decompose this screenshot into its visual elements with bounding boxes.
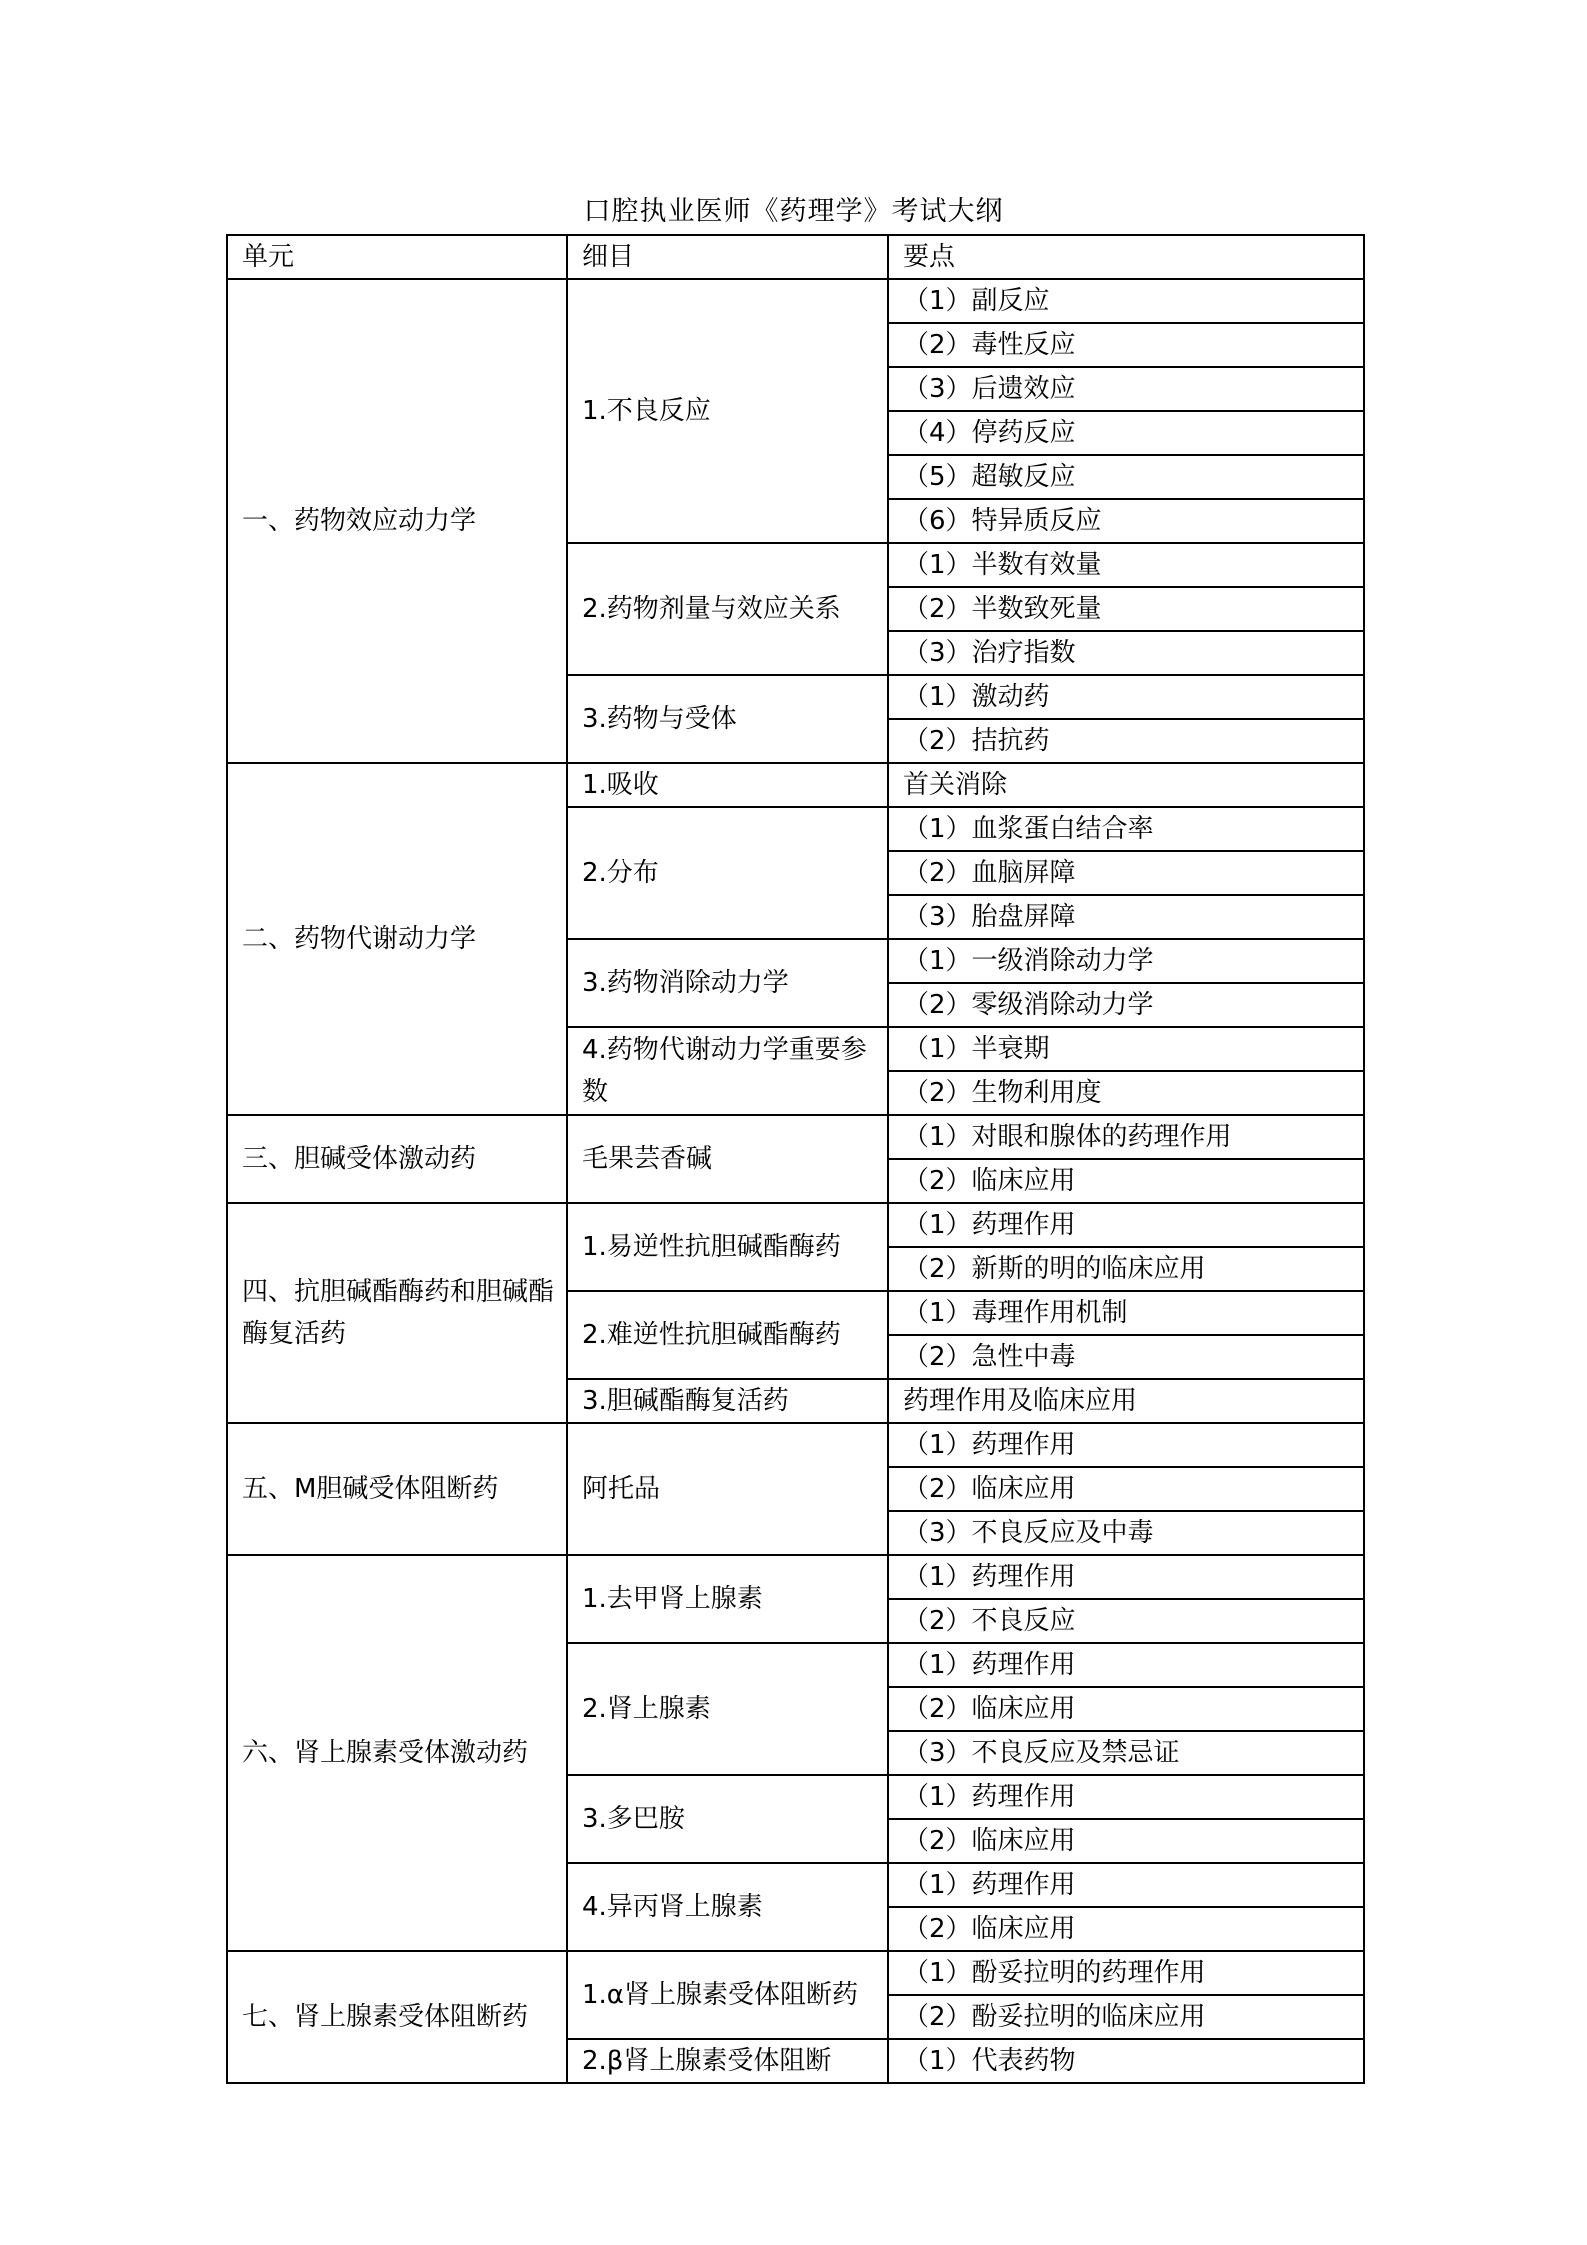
point-cell: （1）药理作用 [888, 1555, 1364, 1599]
syllabus-table [226, 234, 1365, 2084]
item-cell: 4.异丙肾上腺素 [567, 1863, 888, 1951]
point-cell: （1）半数有效量 [888, 543, 1364, 587]
point-cell: （2）临床应用 [888, 1159, 1364, 1203]
point-cell: （1）半衰期 [888, 1027, 1364, 1071]
point-cell: （2）不良反应 [888, 1599, 1364, 1643]
point-cell: （6）特异质反应 [888, 499, 1364, 543]
point-cell: （2）酚妥拉明的临床应用 [888, 1995, 1364, 2039]
point-cell: （5）超敏反应 [888, 455, 1364, 499]
item-cell: 1.吸收 [567, 763, 888, 807]
unit-cell: 六、肾上腺素受体激动药 [227, 1555, 567, 1951]
table-row [227, 1115, 1364, 1159]
point-cell: （1）对眼和腺体的药理作用 [888, 1115, 1364, 1159]
point-cell: （2）零级消除动力学 [888, 983, 1364, 1027]
point-cell: （2）临床应用 [888, 1687, 1364, 1731]
point-cell: （2）临床应用 [888, 1907, 1364, 1951]
point-cell: （1）酚妥拉明的药理作用 [888, 1951, 1364, 1995]
item-cell: 2.分布 [567, 807, 888, 939]
item-cell: 1.去甲肾上腺素 [567, 1555, 888, 1643]
table-row [227, 1951, 1364, 1995]
point-cell: 首关消除 [888, 763, 1364, 807]
point-cell: （2）临床应用 [888, 1467, 1364, 1511]
point-cell: （2）新斯的明的临床应用 [888, 1247, 1364, 1291]
item-cell: 3.药物消除动力学 [567, 939, 888, 1027]
unit-cell: 五、M胆碱受体阻断药 [227, 1423, 567, 1555]
item-cell: 3.多巴胺 [567, 1775, 888, 1863]
point-cell: （1）毒理作用机制 [888, 1291, 1364, 1335]
point-cell: （1）激动药 [888, 675, 1364, 719]
unit-cell: 二、药物代谢动力学 [227, 763, 567, 1115]
point-cell: （1）药理作用 [888, 1203, 1364, 1247]
point-cell: （1）药理作用 [888, 1775, 1364, 1819]
point-cell: （2）生物利用度 [888, 1071, 1364, 1115]
item-cell: 2.难逆性抗胆碱酯酶药 [567, 1291, 888, 1379]
point-cell: （3）不良反应及禁忌证 [888, 1731, 1364, 1775]
item-cell: 2.β肾上腺素受体阻断 [567, 2039, 888, 2083]
unit-cell: 三、胆碱受体激动药 [227, 1115, 567, 1203]
point-cell: （3）胎盘屏障 [888, 895, 1364, 939]
item-cell: 3.胆碱酯酶复活药 [567, 1379, 888, 1423]
item-cell: 3.药物与受体 [567, 675, 888, 763]
point-cell: （1）药理作用 [888, 1643, 1364, 1687]
point-cell: （2）血脑屏障 [888, 851, 1364, 895]
point-cell: （1）药理作用 [888, 1863, 1364, 1907]
table-row [227, 763, 1364, 807]
point-cell: （3）后遗效应 [888, 367, 1364, 411]
header-item: 细目 [567, 235, 888, 279]
document-title: 口腔执业医师《药理学》考试大纲 [583, 196, 1004, 227]
point-cell: （3）治疗指数 [888, 631, 1364, 675]
point-cell: （4）停药反应 [888, 411, 1364, 455]
point-cell: （1）副反应 [888, 279, 1364, 323]
header-points: 要点 [888, 235, 1364, 279]
point-cell: （2）急性中毒 [888, 1335, 1364, 1379]
item-cell: 毛果芸香碱 [567, 1115, 888, 1203]
item-cell: 1.易逆性抗胆碱酯酶药 [567, 1203, 888, 1291]
item-cell: 1.不良反应 [567, 279, 888, 543]
item-cell: 阿托品 [567, 1423, 888, 1555]
point-cell: （2）半数致死量 [888, 587, 1364, 631]
table-row [227, 1423, 1364, 1467]
point-cell: （1）代表药物 [888, 2039, 1364, 2083]
table-row [227, 1203, 1364, 1247]
point-cell: （1）血浆蛋白结合率 [888, 807, 1364, 851]
table-row [227, 1555, 1364, 1599]
point-cell: （1）一级消除动力学 [888, 939, 1364, 983]
header-unit: 单元 [227, 235, 567, 279]
point-cell: 药理作用及临床应用 [888, 1379, 1364, 1423]
item-cell: 1.α肾上腺素受体阻断药 [567, 1951, 888, 2039]
table-header-row [227, 235, 1364, 279]
point-cell: （2）拮抗药 [888, 719, 1364, 763]
table-row [227, 279, 1364, 323]
item-cell: 4.药物代谢动力学重要参数 [567, 1027, 888, 1115]
point-cell: （2）临床应用 [888, 1819, 1364, 1863]
point-cell: （3）不良反应及中毒 [888, 1511, 1364, 1555]
item-cell: 2.药物剂量与效应关系 [567, 543, 888, 675]
unit-cell: 七、肾上腺素受体阻断药 [227, 1951, 567, 2083]
item-cell: 2.肾上腺素 [567, 1643, 888, 1775]
point-cell: （2）毒性反应 [888, 323, 1364, 367]
unit-cell: 四、抗胆碱酯酶药和胆碱酯酶复活药 [227, 1203, 567, 1423]
unit-cell: 一、药物效应动力学 [227, 279, 567, 763]
point-cell: （1）药理作用 [888, 1423, 1364, 1467]
